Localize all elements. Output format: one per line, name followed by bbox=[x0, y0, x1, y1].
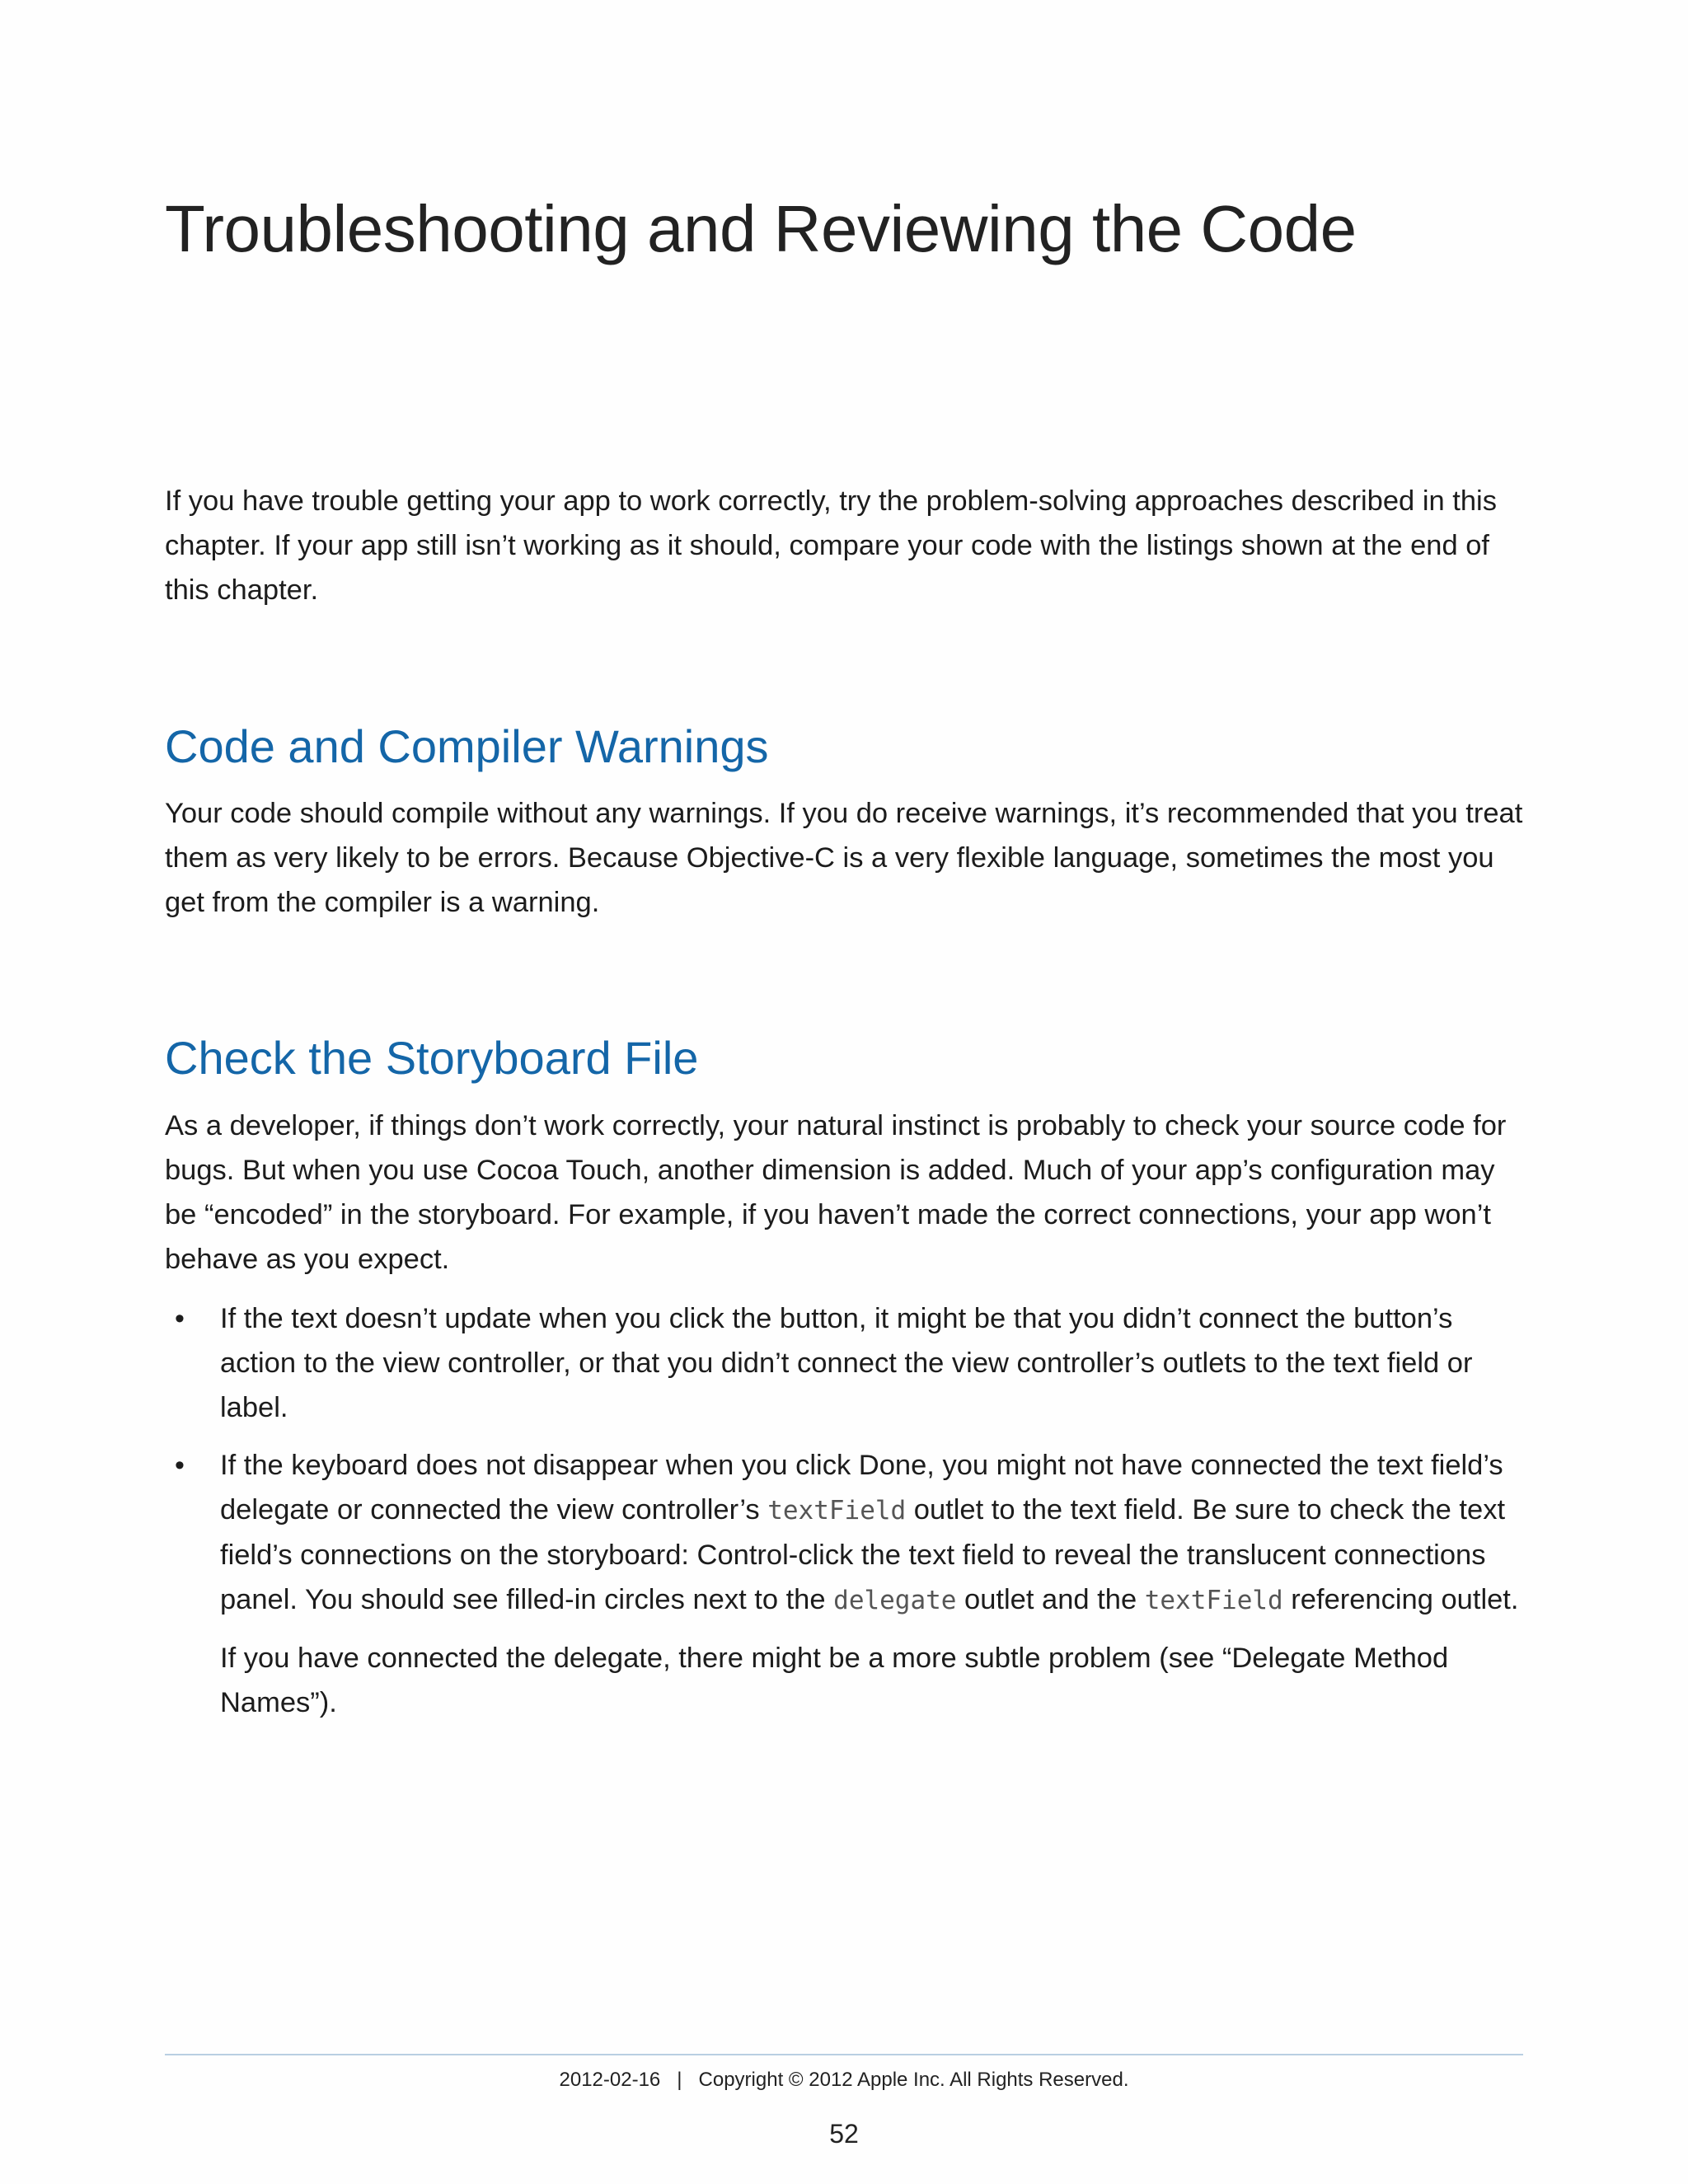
list-item-text bbox=[220, 1443, 1533, 1623]
code-delegate: delegate bbox=[833, 1586, 957, 1615]
compiler-warnings-paragraph: Your code should compile without any warnings. If you do receive warnings, it’s recommended that you treat them as very likely to be errors. Because Objective-C is a very flexible language, sometimes the most you get from the compiler is a warning. bbox=[165, 798, 1523, 918]
bullet-icon: • bbox=[175, 1303, 185, 1334]
storyboard-paragraph: As a developer, if things don’t work correctly, your natural instinct is probably to check your source code for bugs. But when you use Cocoa Touch, another dimension is added. Much of your app’s configuration may be “encoded” in the storyboard. For example, if you haven’t made the correct connections, your app won’t behave as you expect. bbox=[165, 1110, 1507, 1275]
footer-divider bbox=[165, 2054, 1523, 2055]
text-segment: outlet to the text field. Be sure to check the text field’s connections on the storyboard: Control-click the text field to reveal the translucent connections panel. You should see filled-in circles next to the bbox=[220, 1494, 1506, 1615]
footer-copyright: Copyright © 2012 Apple Inc. All Rights Reserved. bbox=[698, 2069, 1129, 2091]
footer-separator: | bbox=[677, 2069, 682, 2091]
text-segment: outlet and the bbox=[956, 1584, 1145, 1615]
list-item bbox=[165, 1443, 1533, 1725]
footer-date: 2012-02-16 bbox=[559, 2069, 661, 2091]
list-item-follow-up: If you have connected the delegate, there might be a more subtle problem (see “Delegate Method Names”). bbox=[220, 1643, 1449, 1718]
section-heading-compiler-warnings: Code and Compiler Warnings bbox=[165, 720, 769, 772]
text-segment: referencing outlet. bbox=[1282, 1584, 1519, 1615]
section-heading-storyboard: Check the Storyboard File bbox=[165, 1032, 699, 1084]
page-number: 52 bbox=[829, 2119, 859, 2149]
text-segment: If the keyboard does not disappear when you click Done, you might not have connected the text field’s delegate or connected the view controller’s bbox=[220, 1450, 1503, 1526]
list-item-text: If the text doesn’t update when you click the button, it might be that you didn’t connect the button’s action to the view controller, or that you didn’t connect the view controller’s outlets to the text field or label. bbox=[220, 1303, 1473, 1423]
list-item bbox=[165, 1296, 1533, 1430]
troubleshooting-list bbox=[165, 1296, 1533, 1738]
bullet-icon: • bbox=[175, 1450, 185, 1481]
intro-paragraph: If you have trouble getting your app to work correctly, try the problem-solving approaches described in this chapter. If your app still isn’t working as it should, compare your code with the listings shown at the end of this chapter. bbox=[165, 485, 1497, 606]
code-textfield: textField bbox=[767, 1496, 907, 1526]
code-textfield: textField bbox=[1144, 1586, 1283, 1615]
footer bbox=[0, 2064, 1688, 2096]
chapter-title: Troubleshooting and Reviewing the Code bbox=[165, 192, 1357, 265]
